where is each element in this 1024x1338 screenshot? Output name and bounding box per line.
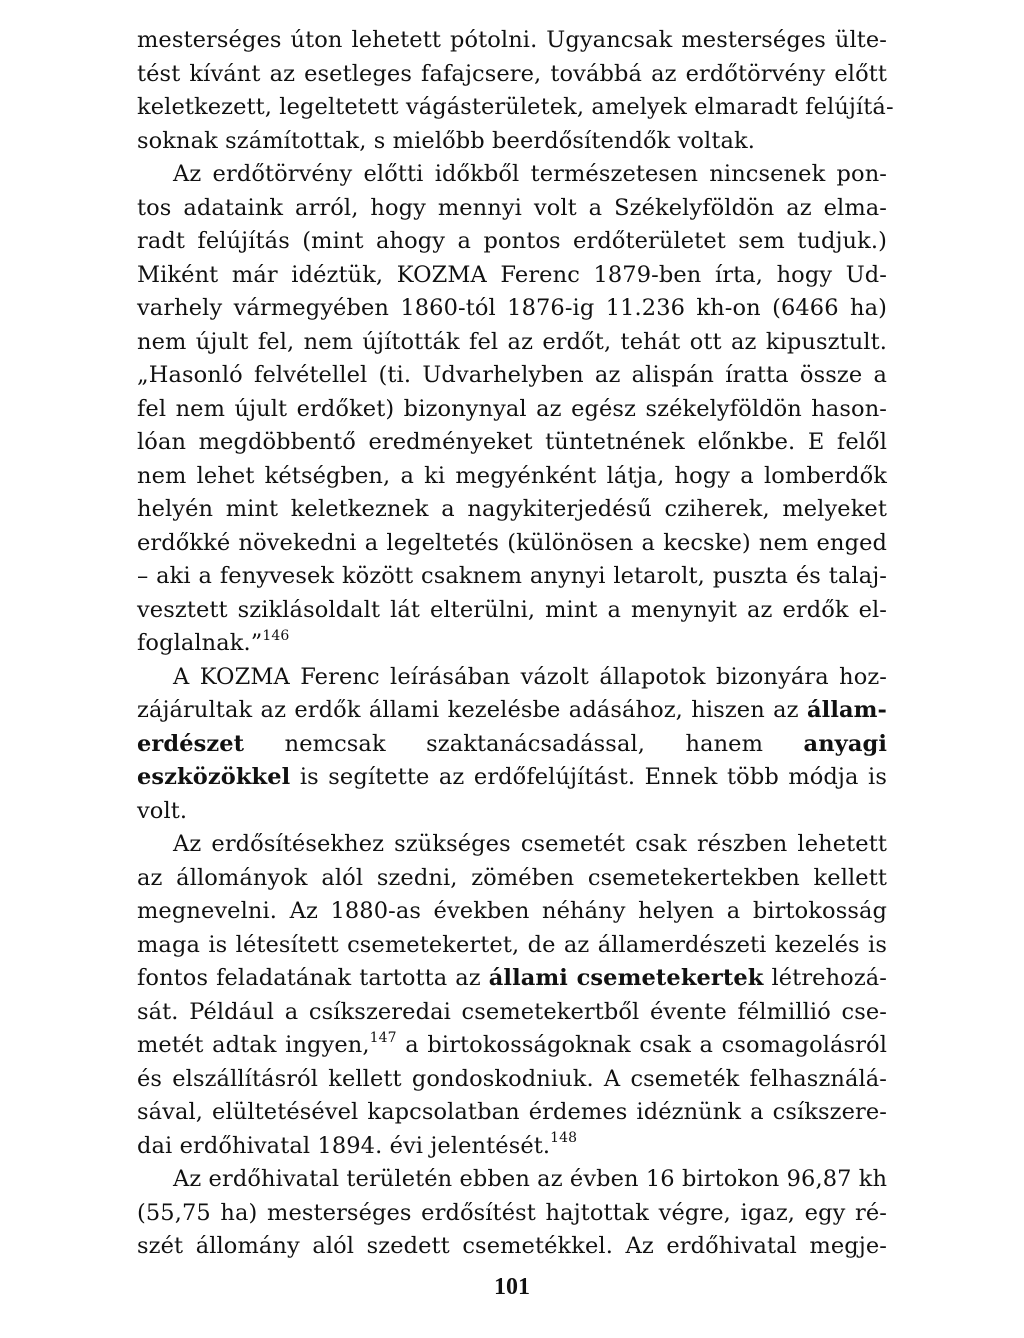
line-text: A KOZMA Ferenc leírásában vázolt állapotok bizonyára hoz- <box>173 663 887 690</box>
text-line <box>137 259 887 293</box>
line-text: mesterséges úton lehetett pótolni. Ugyancsak mesterséges ülte- <box>137 27 887 53</box>
line-text: az állományok alól szedni, zömében csemetekertekben kellett <box>137 864 887 891</box>
text-line <box>137 828 887 862</box>
text-line <box>137 1163 887 1197</box>
text-line <box>137 1130 887 1164</box>
text-line <box>137 862 887 896</box>
line-text: nem újult fel, nem újították fel az erdőt, tehát ott az kipusztult. <box>137 328 887 355</box>
text-line <box>137 627 887 661</box>
line-text: helyén mint keletkeznek a nagykiterjedésű cziherek, melyeket <box>137 496 887 522</box>
line-text: dai erdőhivatal 1894. évi jelentését. <box>137 1132 551 1159</box>
line-text: maga is létesített csemetekertet, de az államerdészeti kezelés is <box>137 931 887 958</box>
text-line <box>137 1230 887 1264</box>
text-line <box>137 761 887 795</box>
text-line <box>137 125 887 159</box>
text-line <box>137 996 887 1030</box>
text-line <box>137 1063 887 1097</box>
text-line <box>137 91 894 125</box>
footnote-ref: 147 <box>369 1029 397 1046</box>
line-text: „Hasonló felvétellel (ti. Udvarhelyben az alispán íratta össze a <box>137 362 887 388</box>
text-line <box>137 527 887 561</box>
text-line <box>137 795 887 829</box>
text-line <box>137 594 887 628</box>
text-line <box>137 326 887 360</box>
line-text: volt. <box>137 797 188 824</box>
text-line <box>137 493 887 527</box>
page-body <box>137 24 894 1264</box>
bold-term: eszközökkel <box>137 764 291 790</box>
text-line <box>137 359 887 393</box>
line-text: (55,75 ha) mesterséges erdősítést hajtottak végre, igaz, egy ré- <box>137 1199 887 1226</box>
line-text: keletkezett, legeltetett vágásterületek, amelyek elmaradt felújítá- <box>137 94 894 120</box>
text-line <box>137 895 887 929</box>
line-text: sát. Például a csíkszeredai csemetekertből évente félmillió cse- <box>137 998 887 1025</box>
text-line <box>137 225 887 259</box>
footnote-ref: 146 <box>262 627 290 644</box>
line-text: nemcsak szaktanácsadással, hanem <box>244 730 804 757</box>
line-text: létrehozá- <box>763 965 887 991</box>
line-text: sával, elültetésével kapcsolatban érdemes idéznünk a csíkszere- <box>137 1099 887 1125</box>
text-line <box>137 1197 887 1231</box>
text-line <box>137 426 887 460</box>
bold-term: állami csemetekertek <box>488 965 764 991</box>
line-text: vesztett sziklásoldalt lát elterülni, mint a menynyit az erdők el- <box>137 596 887 623</box>
line-text: megnevelni. Az 1880-as években néhány helyen a birtokosság <box>137 898 887 924</box>
bold-term: állam- <box>807 697 887 723</box>
line-text: tos adataink arról, hogy mennyi volt a Székelyföldön az elma- <box>137 194 887 221</box>
line-text: szét állomány alól szedett csemetékkel. Az erdőhivatal megje- <box>137 1233 887 1259</box>
line-text: Az erdősítésekhez szükséges csemetét csak részben lehetett <box>173 831 887 857</box>
bold-term: erdészet <box>137 730 245 757</box>
text-line <box>137 393 887 427</box>
line-text: metét adtak ingyen, <box>137 1032 370 1058</box>
text-line <box>137 560 887 594</box>
text-line <box>137 728 887 762</box>
line-text: Az erdőtörvény előtti időkből természetesen nincsenek pon- <box>173 161 887 187</box>
text-line <box>137 962 887 996</box>
text-line <box>137 694 887 728</box>
line-text: nem lehet kétségben, a ki megyénként látja, hogy a lomberdők <box>137 462 887 489</box>
text-line <box>137 158 887 192</box>
text-line <box>137 292 887 326</box>
line-text: is segítette az erdőfelújítást. Ennek több módja is <box>290 764 887 790</box>
text-line <box>137 24 887 58</box>
text-line <box>137 460 887 494</box>
text-line <box>137 1029 887 1063</box>
footnote-ref: 148 <box>550 1130 578 1146</box>
line-text: Miként már idéztük, KOZMA Ferenc 1879-ben írta, hogy Ud- <box>137 261 887 288</box>
line-text: varhely vármegyében 1860-tól 1876-ig 11.236 kh-on (6466 ha) <box>137 295 887 321</box>
line-text: tést kívánt az esetleges fafajcsere, továbbá az erdőtörvény előtt <box>137 60 887 87</box>
line-text: soknak számítottak, s mielőbb beerdősítendők voltak. <box>137 127 755 154</box>
line-text: fontos feladatának tartotta az <box>137 965 489 991</box>
line-text: Az erdőhivatal területén ebben az évben 16 birtokon 96,87 kh <box>173 1166 888 1192</box>
line-text: lóan megdöbbentő eredményeket tüntetnének előnkbe. E felől <box>137 429 887 455</box>
line-text: a birtokosságoknak csak a csomagolásról <box>396 1032 887 1058</box>
line-text: – aki a fenyvesek között csaknem anynyi letarolt, puszta és talaj- <box>137 563 887 589</box>
line-text: radt felújítás (mint ahogy a pontos erdőterületet sem tudjuk.) <box>137 228 887 254</box>
line-text: erdőkké növekedni a legeltetés (különösen a kecske) nem enged <box>137 529 887 556</box>
text-line <box>137 58 887 92</box>
bold-term: anyagi <box>803 730 887 757</box>
line-text: zájárultak az erdők állami kezelésbe adásához, hiszen az <box>137 697 807 723</box>
page-number: 101 <box>494 1274 530 1300</box>
text-line <box>137 661 887 695</box>
line-text: foglalnak.” <box>137 630 263 656</box>
text-line <box>137 1096 887 1130</box>
text-line <box>137 192 887 226</box>
line-text: és elszállításról kellett gondoskodniuk. A csemeték felhasználá- <box>137 1065 887 1092</box>
line-text: fel nem újult erdőket) bizonynyal az egész székelyföldön hason- <box>137 395 887 422</box>
text-line <box>137 929 887 963</box>
